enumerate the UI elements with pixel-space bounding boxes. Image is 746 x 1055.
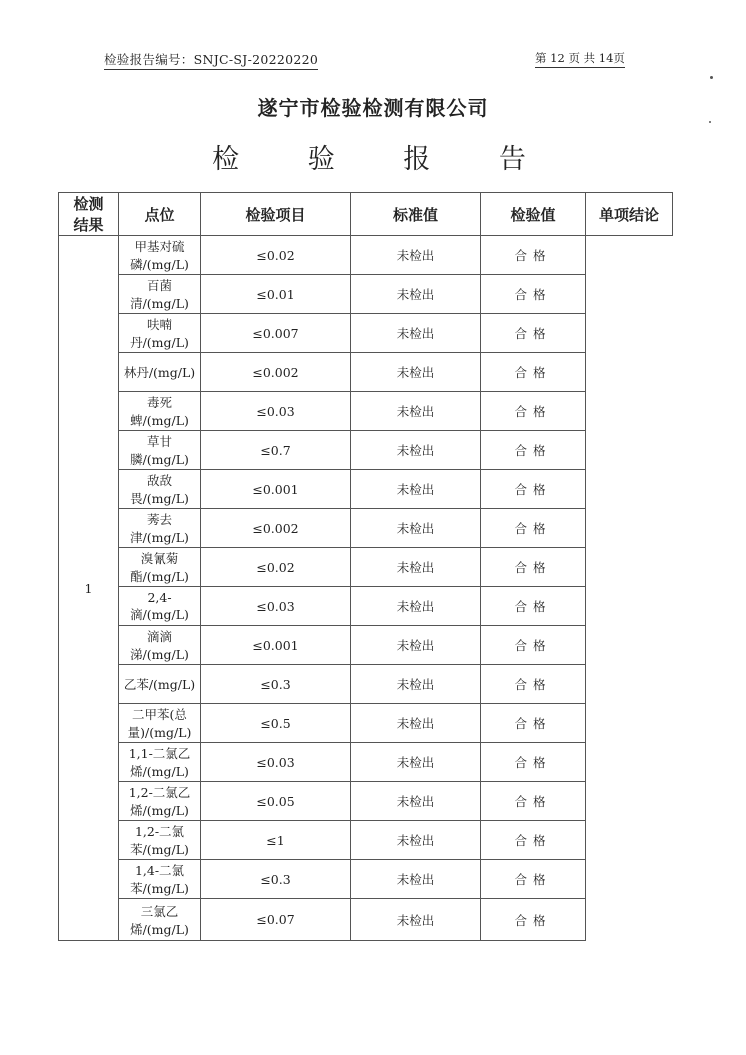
results-table bbox=[58, 192, 673, 941]
col-header-standard: 标准值 bbox=[351, 193, 481, 236]
item-cell: 2,4-滴/(mg/L) bbox=[119, 587, 201, 626]
standard-cell: ≤0.001 bbox=[201, 470, 351, 509]
value-cell: 未检出 bbox=[351, 314, 481, 353]
item-cell: 林丹/(mg/L) bbox=[119, 353, 201, 392]
col-header-point: 点位 bbox=[119, 193, 201, 236]
value-cell: 未检出 bbox=[351, 665, 481, 704]
value-cell: 未检出 bbox=[351, 704, 481, 743]
col-header-conclusion: 单项结论 bbox=[586, 193, 673, 236]
col-header-value: 检验值 bbox=[481, 193, 586, 236]
value-cell: 未检出 bbox=[351, 743, 481, 782]
conclusion-cell: 合格 bbox=[481, 431, 586, 470]
value-cell: 未检出 bbox=[351, 899, 481, 941]
table-row bbox=[59, 392, 673, 431]
item-cell: 1,2-二氯苯/(mg/L) bbox=[119, 821, 201, 860]
standard-cell: ≤0.07 bbox=[201, 899, 351, 941]
value-cell: 未检出 bbox=[351, 275, 481, 314]
standard-cell: ≤1 bbox=[201, 821, 351, 860]
conclusion-cell: 合格 bbox=[481, 899, 586, 941]
section-label-cell bbox=[59, 193, 119, 236]
section-label-line-2: 结果 bbox=[73, 216, 104, 234]
report-title: 检 验 报 告 bbox=[212, 144, 556, 175]
standard-cell: ≤0.3 bbox=[201, 665, 351, 704]
item-cell: 甲基对硫磷/(mg/L) bbox=[119, 236, 201, 275]
standard-cell: ≤0.03 bbox=[201, 392, 351, 431]
conclusion-cell: 合格 bbox=[481, 626, 586, 665]
item-cell: 1,4-二氯苯/(mg/L) bbox=[119, 860, 201, 899]
scan-speck bbox=[710, 76, 713, 79]
table-row bbox=[59, 275, 673, 314]
table-row bbox=[59, 353, 673, 392]
item-cell: 溴氰菊酯/(mg/L) bbox=[119, 548, 201, 587]
item-cell: 莠去津/(mg/L) bbox=[119, 509, 201, 548]
table-row bbox=[59, 782, 673, 821]
conclusion-cell: 合格 bbox=[481, 704, 586, 743]
item-cell: 滴滴涕/(mg/L) bbox=[119, 626, 201, 665]
standard-cell: ≤0.01 bbox=[201, 275, 351, 314]
value-cell: 未检出 bbox=[351, 236, 481, 275]
value-cell: 未检出 bbox=[351, 509, 481, 548]
item-cell: 呋喃丹/(mg/L) bbox=[119, 314, 201, 353]
value-cell: 未检出 bbox=[351, 392, 481, 431]
table-row bbox=[59, 431, 673, 470]
conclusion-cell: 合格 bbox=[481, 236, 586, 275]
standard-cell: ≤0.007 bbox=[201, 314, 351, 353]
conclusion-cell: 合格 bbox=[481, 353, 586, 392]
conclusion-cell: 合格 bbox=[481, 470, 586, 509]
page-info: 第 12 页 共 14页 bbox=[535, 50, 625, 68]
table-row bbox=[59, 509, 673, 548]
standard-cell: ≤0.001 bbox=[201, 626, 351, 665]
conclusion-cell: 合格 bbox=[481, 548, 586, 587]
value-cell: 未检出 bbox=[351, 860, 481, 899]
standard-cell: ≤0.02 bbox=[201, 548, 351, 587]
scan-speck bbox=[709, 121, 711, 123]
conclusion-cell: 合格 bbox=[481, 782, 586, 821]
conclusion-cell: 合格 bbox=[481, 509, 586, 548]
standard-cell: ≤0.3 bbox=[201, 860, 351, 899]
item-cell: 二甲苯(总量)/(mg/L) bbox=[119, 704, 201, 743]
value-cell: 未检出 bbox=[351, 353, 481, 392]
section-label-line-1: 检测 bbox=[73, 195, 104, 213]
conclusion-cell: 合格 bbox=[481, 275, 586, 314]
item-cell: 三氯乙烯/(mg/L) bbox=[119, 899, 201, 941]
table-row bbox=[59, 704, 673, 743]
standard-cell: ≤0.002 bbox=[201, 509, 351, 548]
item-cell: 乙苯/(mg/L) bbox=[119, 665, 201, 704]
standard-cell: ≤0.02 bbox=[201, 236, 351, 275]
standard-cell: ≤0.002 bbox=[201, 353, 351, 392]
table-row bbox=[59, 470, 673, 509]
conclusion-cell: 合格 bbox=[481, 665, 586, 704]
table-header-row bbox=[59, 193, 673, 236]
table-row bbox=[59, 314, 673, 353]
point-value: 1 bbox=[59, 236, 119, 941]
table-row bbox=[59, 665, 673, 704]
table-row bbox=[59, 236, 673, 275]
standard-cell: ≤0.05 bbox=[201, 782, 351, 821]
standard-cell: ≤0.7 bbox=[201, 431, 351, 470]
conclusion-cell: 合格 bbox=[481, 821, 586, 860]
value-cell: 未检出 bbox=[351, 626, 481, 665]
table-row bbox=[59, 860, 673, 899]
value-cell: 未检出 bbox=[351, 548, 481, 587]
standard-cell: ≤0.5 bbox=[201, 704, 351, 743]
conclusion-cell: 合格 bbox=[481, 392, 586, 431]
conclusion-cell: 合格 bbox=[481, 587, 586, 626]
company-name: 遂宁市检验检测有限公司 bbox=[257, 96, 489, 120]
table-row bbox=[59, 548, 673, 587]
col-header-item: 检验项目 bbox=[201, 193, 351, 236]
item-cell: 1,2-二氯乙烯/(mg/L) bbox=[119, 782, 201, 821]
standard-cell: ≤0.03 bbox=[201, 587, 351, 626]
standard-cell: ≤0.03 bbox=[201, 743, 351, 782]
value-cell: 未检出 bbox=[351, 782, 481, 821]
conclusion-cell: 合格 bbox=[481, 860, 586, 899]
table-row bbox=[59, 899, 673, 941]
value-cell: 未检出 bbox=[351, 587, 481, 626]
item-cell: 毒死蜱/(mg/L) bbox=[119, 392, 201, 431]
table-row bbox=[59, 587, 673, 626]
item-cell: 草甘膦/(mg/L) bbox=[119, 431, 201, 470]
value-cell: 未检出 bbox=[351, 431, 481, 470]
value-cell: 未检出 bbox=[351, 470, 481, 509]
table-row bbox=[59, 743, 673, 782]
report-number: 检验报告编号：SNJC-SJ-20220220 bbox=[104, 50, 318, 70]
conclusion-cell: 合格 bbox=[481, 743, 586, 782]
value-cell: 未检出 bbox=[351, 821, 481, 860]
table-row bbox=[59, 821, 673, 860]
item-cell: 敌敌畏/(mg/L) bbox=[119, 470, 201, 509]
table-row bbox=[59, 626, 673, 665]
item-cell: 百菌清/(mg/L) bbox=[119, 275, 201, 314]
item-cell: 1,1-二氯乙烯/(mg/L) bbox=[119, 743, 201, 782]
conclusion-cell: 合格 bbox=[481, 314, 586, 353]
